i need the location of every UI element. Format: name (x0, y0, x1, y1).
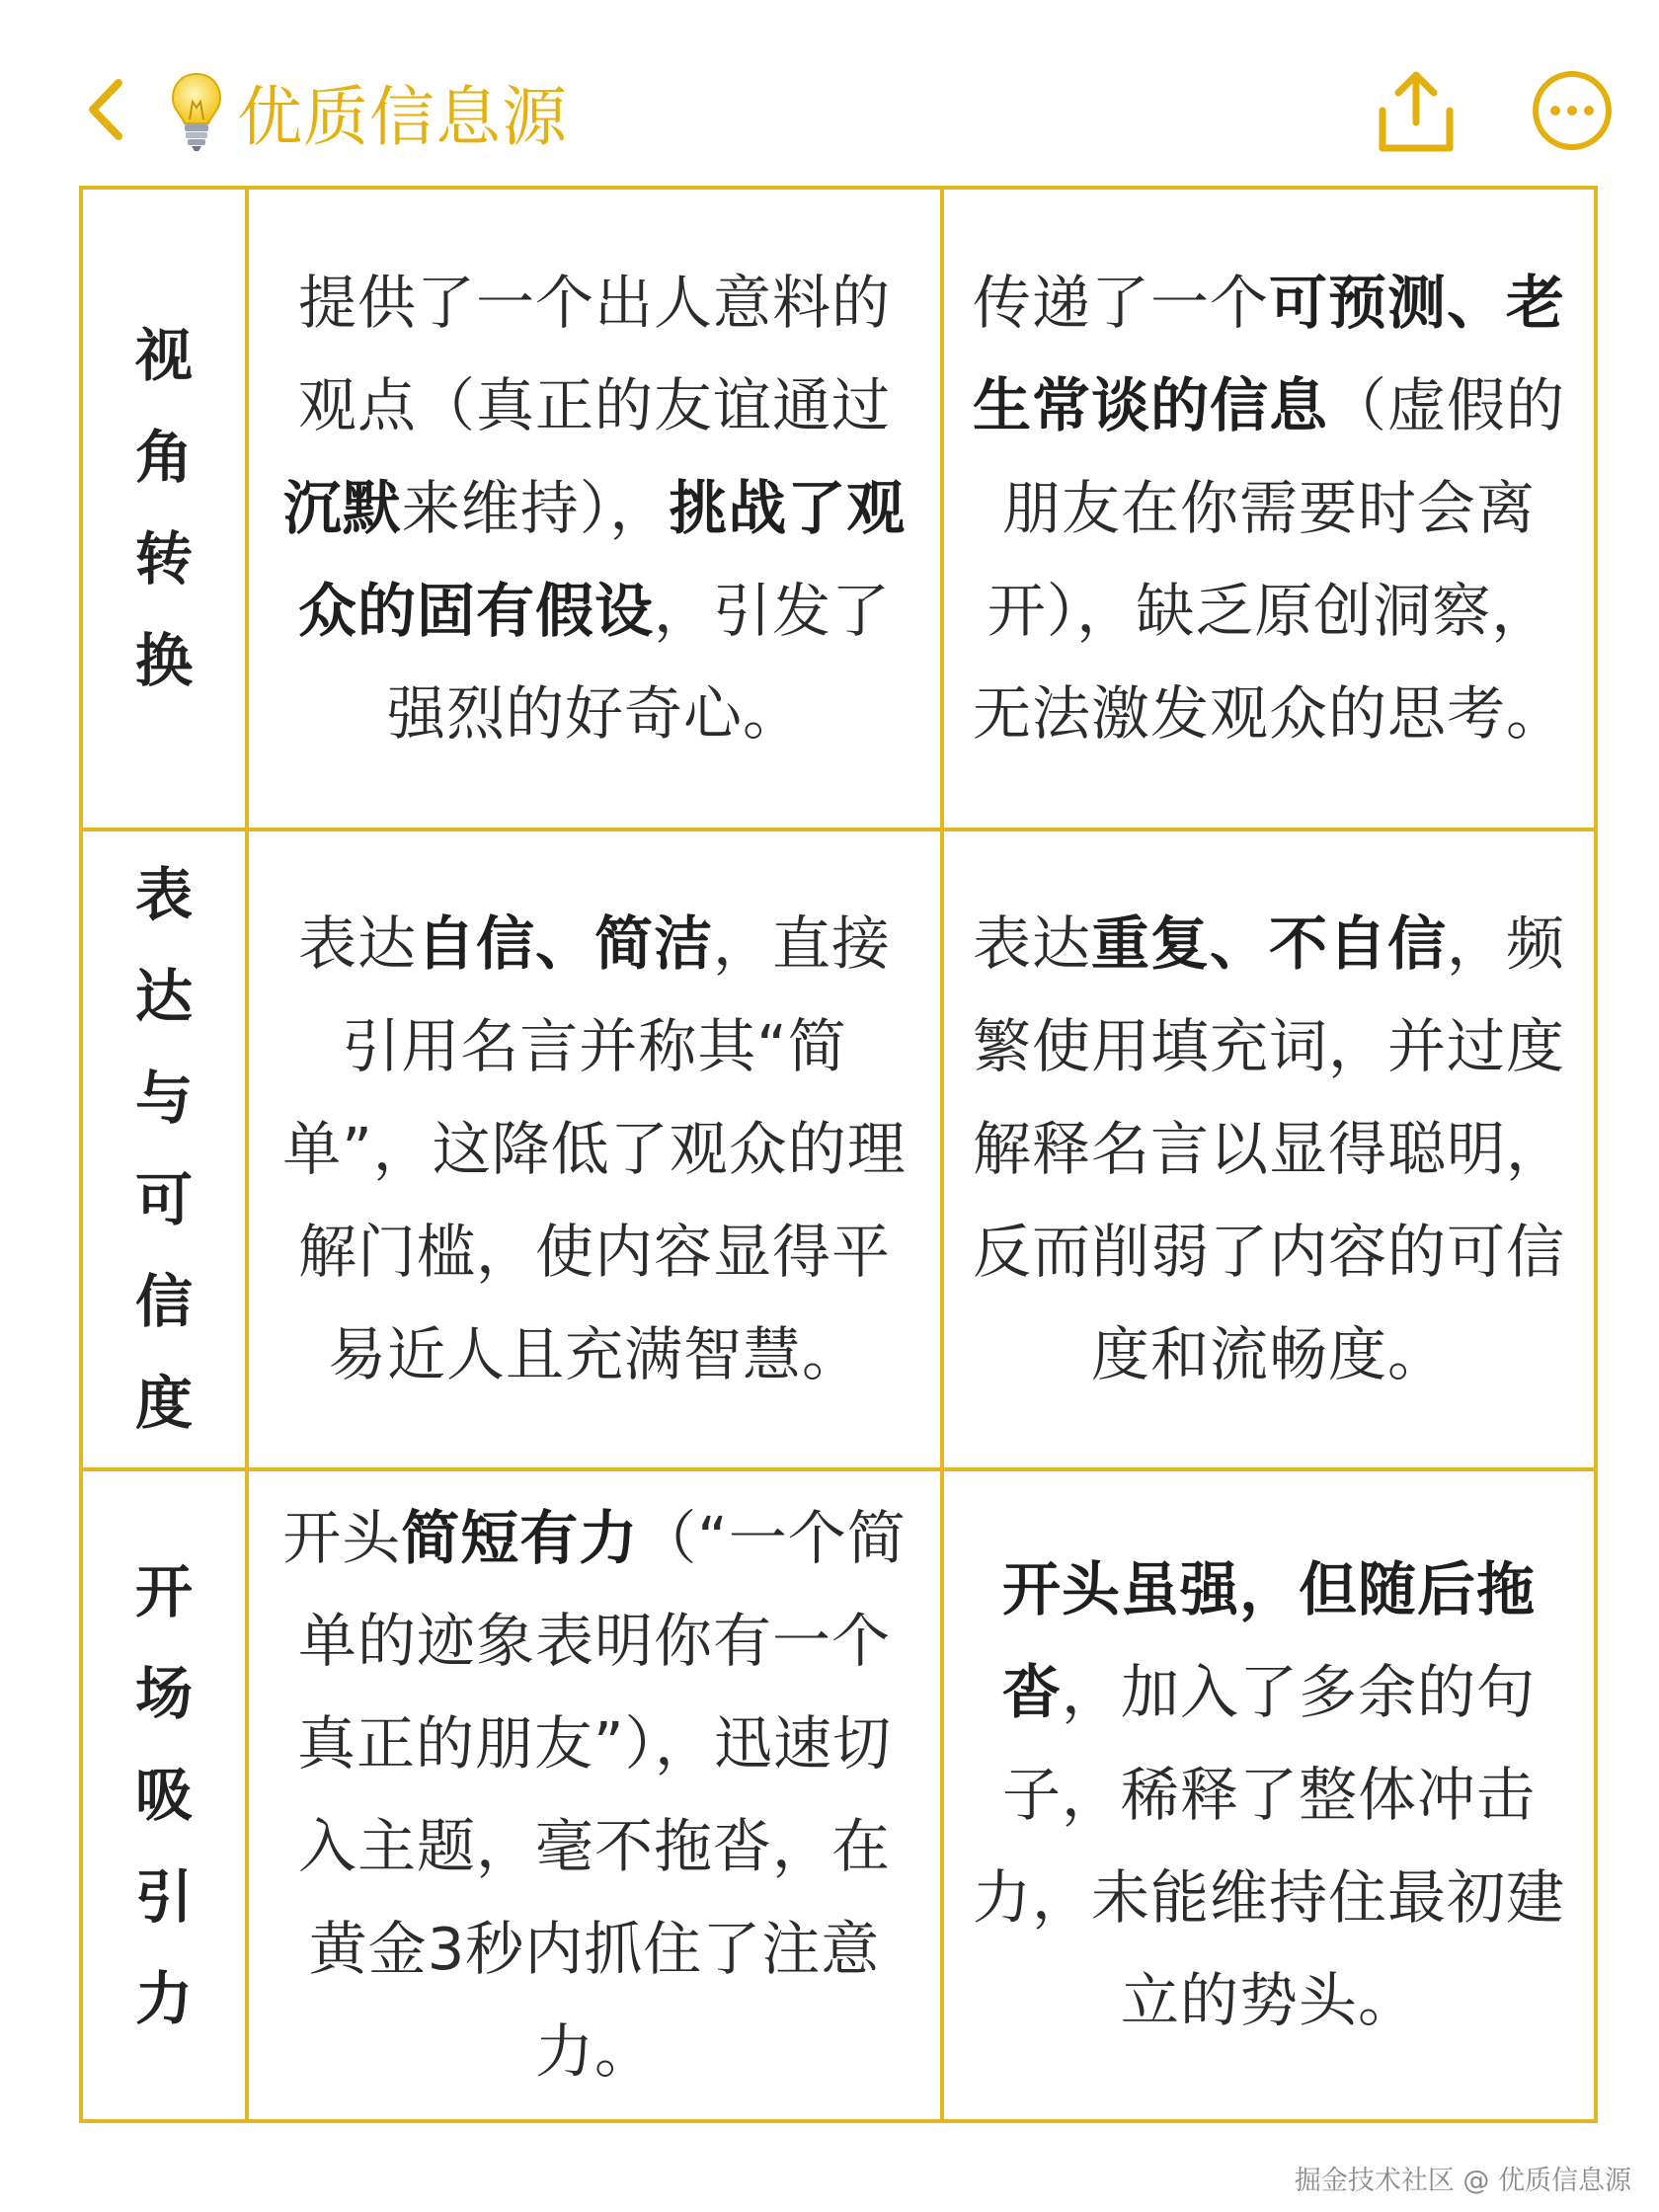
row-label-cell (81, 830, 247, 1469)
page-title: 优质信息源 (237, 78, 568, 155)
share-upload-icon (1375, 65, 1458, 156)
text-run: ，直接引用名言并称其“简单”，这降低了观众的理解门槛，使内容显得平易近人且充满智慧。 (282, 909, 907, 1388)
more-options-button[interactable] (1531, 69, 1614, 152)
top-navigation-bar (0, 0, 1659, 188)
text-run: 表达 (297, 909, 417, 978)
bold-text-run: 重复、不自信 (1090, 909, 1447, 978)
text-run: 来维持）， (401, 474, 670, 542)
right-cell (942, 188, 1596, 830)
text-run: ，引发了强烈的好奇心。 (386, 577, 892, 748)
left-cell-text (249, 893, 940, 1406)
row-label: 开场吸引力 (135, 1557, 194, 2032)
watermark: 掘金技术社区 @ 优质信息源 (1294, 2166, 1631, 2196)
right-cell-text (944, 252, 1594, 765)
row-label: 视角转换 (135, 322, 194, 694)
table-row (81, 188, 1596, 830)
text-run: 传递了一个 (972, 269, 1269, 337)
text-run: 开头 (282, 1504, 402, 1572)
left-cell-text (249, 1487, 940, 2103)
lightbulb-icon (168, 68, 225, 153)
left-cell (247, 188, 942, 830)
more-dots-icon (1531, 69, 1614, 152)
text-run: 表达 (972, 909, 1091, 978)
text-run: ，频繁使用填充词，并过度解释名言以显得聪明，反而削弱了内容的可信度和流畅度。 (972, 909, 1566, 1388)
text-run: ，加入了多余的句子，稀释了整体冲击力，未能维持住最初建立的势头。 (972, 1658, 1565, 2034)
back-button[interactable] (79, 67, 138, 152)
left-cell (247, 830, 942, 1469)
text-run: （虚假的朋友在你需要时会离开），缺乏原创洞察，无法激发观众的思考。 (972, 371, 1566, 748)
left-cell-text (249, 252, 940, 765)
row-label-cell (81, 188, 247, 830)
table-row (81, 1469, 1596, 2121)
left-cell (247, 1469, 942, 2121)
bold-text-run: 挑战了观众的固有假设 (297, 474, 907, 645)
title-group (168, 61, 568, 160)
text-run: 提供了一个出人意料的观点（真正的友谊通过 (297, 269, 891, 439)
bold-text-run: 沉默 (282, 474, 402, 542)
row-label: 表达与可信度 (135, 861, 194, 1437)
chevron-left-icon (79, 67, 138, 152)
comparison-table (79, 186, 1598, 2123)
bold-text-run: 开头虽强，但随后拖沓 (1001, 1555, 1536, 1726)
right-cell (942, 1469, 1596, 2121)
table-row (81, 830, 1596, 1469)
right-cell-text (944, 893, 1594, 1406)
bold-text-run: 简短有力 (401, 1504, 639, 1572)
row-label-cell (81, 1469, 247, 2121)
bold-text-run: 可预测、老生常谈的信息 (972, 269, 1566, 439)
share-button[interactable] (1375, 65, 1458, 156)
right-cell (942, 830, 1596, 1469)
text-run: （“一个简单的迹象表明你有一个真正的朋友”），迅速切入主题，毫不拖沓，在黄金3秒内抓住了注意力。 (296, 1504, 907, 2086)
right-cell-text (944, 1539, 1594, 2052)
bold-text-run: 自信、简洁 (416, 909, 713, 978)
